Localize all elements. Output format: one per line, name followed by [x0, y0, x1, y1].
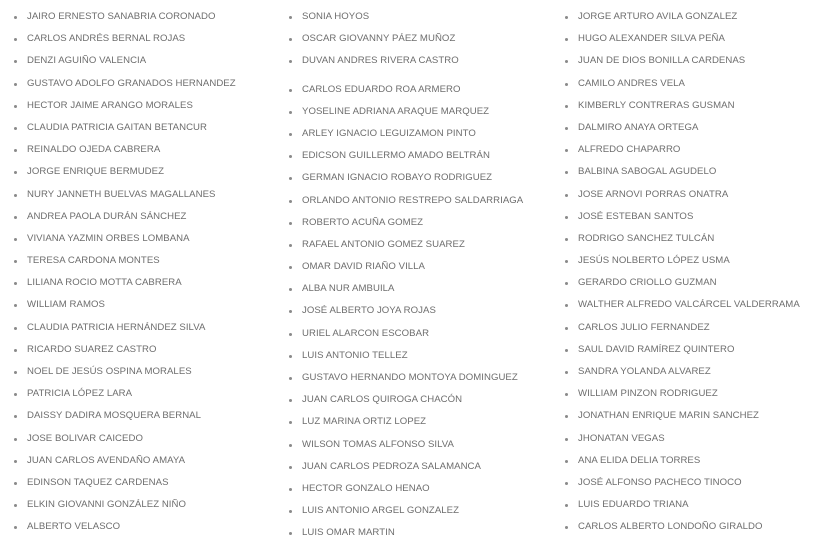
bullet-dot-icon: [289, 310, 292, 313]
name-column-3: [563, 6, 811, 539]
list-item: [287, 6, 549, 28]
bullet-dot-icon: [565, 415, 568, 418]
list-item: [12, 28, 274, 50]
name-label: ALBA NUR AMBUILA: [302, 283, 395, 295]
bullet-dot-icon: [565, 149, 568, 152]
bullet-dot-icon: [565, 304, 568, 307]
bullet-dot-icon: [289, 177, 292, 180]
name-label: ALBERTO VELASCO: [27, 521, 121, 533]
name-label: WALTHER ALFREDO VALCÁRCEL VALDERRAMA: [578, 299, 800, 311]
list-item: [287, 345, 549, 367]
bullet-dot-icon: [289, 155, 292, 158]
list-item: [287, 500, 549, 522]
name-label: CAMILO ANDRES VELA: [578, 77, 685, 89]
name-label: JORGE ENRIQUE BERMUDEZ: [27, 166, 165, 178]
bullet-dot-icon: [565, 526, 568, 529]
name-label: DAISSY DADIRA MOSQUERA BERNAL: [27, 410, 202, 422]
list-item: [12, 317, 274, 339]
list-item: [12, 472, 274, 494]
bullet-dot-icon: [14, 260, 17, 263]
list-item: [563, 339, 811, 361]
name-label: JUAN DE DIOS BONILLA CARDENAS: [578, 55, 746, 67]
list-item: [563, 117, 811, 139]
bullet-dot-icon: [565, 216, 568, 219]
name-label: HECTOR GONZALO HENAO: [302, 482, 430, 494]
bullet-dot-icon: [565, 105, 568, 108]
name-label: SONIA HOYOS: [302, 11, 370, 22]
list-item: [287, 28, 549, 50]
list-item: [563, 250, 811, 272]
name-label: OMAR DAVID RIAÑO VILLA: [302, 261, 426, 273]
list-item: [12, 228, 274, 250]
bullet-dot-icon: [14, 16, 17, 19]
list-item: [12, 361, 274, 383]
bullet-dot-icon: [565, 260, 568, 263]
list-item: [563, 28, 811, 50]
list-item: [563, 294, 811, 316]
bullet-dot-icon: [14, 393, 17, 396]
name-label: YOSELINE ADRIANA ARAQUE MARQUEZ: [302, 105, 490, 117]
bullet-dot-icon: [289, 466, 292, 469]
name-label: JUAN CARLOS AVENDAÑO AMAYA: [27, 454, 186, 466]
bullet-dot-icon: [565, 482, 568, 485]
name-label: ORLANDO ANTONIO RESTREPO SALDARRIAGA: [302, 194, 524, 206]
list-item: [287, 434, 549, 456]
list-item: [563, 206, 811, 228]
list-item: [12, 50, 274, 72]
name-label: EDICSON GUILLERMO AMADO BELTRÁN: [302, 150, 490, 162]
bullet-dot-icon: [565, 171, 568, 174]
list-item: [287, 167, 549, 189]
bullet-dot-icon: [565, 504, 568, 507]
list-item: [12, 339, 274, 361]
name-label: PATRICIA LÓPEZ LARA: [27, 388, 133, 400]
list-item: [563, 73, 811, 95]
name-label: JHONATAN VEGAS: [578, 432, 665, 444]
bullet-dot-icon: [289, 355, 292, 358]
list-item: [563, 516, 811, 538]
list-item: [12, 405, 274, 427]
name-label: ARLEY IGNACIO LEGUIZAMON PINTO: [302, 127, 476, 139]
bullet-dot-icon: [289, 133, 292, 136]
name-label: CARLOS EDUARDO ROA ARMERO: [302, 83, 461, 95]
bullet-dot-icon: [14, 282, 17, 285]
name-label: CLAUDIA PATRICIA GAITAN BETANCUR: [27, 121, 207, 133]
bullet-dot-icon: [565, 194, 568, 197]
name-label: DUVAN ANDRES RIVERA CASTRO: [302, 55, 459, 67]
name-label: CLAUDIA PATRICIA HERNÁNDEZ SILVA: [27, 321, 206, 333]
list-item: [563, 450, 811, 472]
bullet-dot-icon: [289, 222, 292, 225]
bullet-dot-icon: [289, 16, 292, 19]
name-label: JOSÉ ALFONSO PACHECO TINOCO: [578, 476, 742, 488]
bullet-dot-icon: [565, 127, 568, 130]
bullet-dot-icon: [565, 83, 568, 86]
name-label: URIEL ALARCON ESCOBAR: [302, 327, 430, 339]
bullet-dot-icon: [14, 194, 17, 197]
bullet-dot-icon: [289, 60, 292, 63]
list-item: [12, 95, 274, 117]
bullet-dot-icon: [14, 149, 17, 152]
list-item: [563, 361, 811, 383]
bullet-dot-icon: [14, 83, 17, 86]
list-item: [563, 383, 811, 405]
bullet-dot-icon: [14, 482, 17, 485]
name-label: SAUL DAVID RAMÍREZ QUINTERO: [578, 343, 735, 355]
bullet-dot-icon: [14, 105, 17, 108]
list-item: [287, 278, 549, 300]
list-item: [12, 6, 274, 28]
bullet-dot-icon: [14, 238, 17, 241]
name-label: WILSON TOMAS ALFONSO SILVA: [302, 438, 454, 450]
name-label: RODRIGO SANCHEZ TULCÁN: [578, 232, 715, 244]
name-label: BALBINA SABOGAL AGUDELO: [578, 166, 717, 178]
list-item: [12, 117, 274, 139]
name-label: ROBERTO ACUÑA GOMEZ: [302, 216, 424, 228]
bullet-dot-icon: [14, 171, 17, 174]
list-item: [12, 294, 274, 316]
bullet-dot-icon: [14, 216, 17, 219]
list-item: [287, 367, 549, 389]
list-item: [12, 428, 274, 450]
bullet-dot-icon: [14, 327, 17, 330]
name-label: GERMAN IGNACIO ROBAYO RODRIGUEZ: [302, 172, 493, 184]
name-label: NURY JANNETH BUELVAS MAGALLANES: [27, 188, 216, 200]
name-label: NOEL DE JESÚS OSPINA MORALES: [27, 366, 192, 377]
list-item: [287, 234, 549, 256]
bullet-dot-icon: [565, 282, 568, 285]
bullet-dot-icon: [14, 460, 17, 463]
name-label: EDINSON TAQUEZ CARDENAS: [27, 476, 169, 488]
list-item: [12, 161, 274, 183]
name-label: GERARDO CRIOLLO GUZMAN: [578, 277, 717, 289]
list-item: [12, 516, 274, 538]
name-label: DENZI AGUIÑO VALENCIA: [27, 55, 147, 67]
list-item: [563, 228, 811, 250]
list-item: [12, 184, 274, 206]
name-label: RAFAEL ANTONIO GOMEZ SUAREZ: [302, 238, 465, 250]
bullet-dot-icon: [565, 327, 568, 330]
list-item: [287, 300, 549, 322]
bullet-dot-icon: [289, 38, 292, 41]
name-label: CARLOS ALBERTO LONDOÑO GIRALDO: [578, 521, 763, 533]
list-item: [287, 456, 549, 478]
list-item: [563, 272, 811, 294]
list-item: [287, 190, 549, 212]
name-label: TERESA CARDONA MONTES: [27, 255, 160, 267]
name-label: JOSE BOLIVAR CAICEDO: [27, 432, 143, 444]
name-label: JORGE ARTURO AVILA GONZALEZ: [578, 11, 738, 22]
list-item: [287, 411, 549, 433]
bullet-dot-icon: [289, 111, 292, 114]
bullet-dot-icon: [289, 288, 292, 291]
name-label: KIMBERLY CONTRERAS GUSMAN: [578, 99, 735, 111]
name-column-1: [12, 6, 274, 539]
name-column-2: [287, 6, 549, 545]
name-label: RICARDO SUAREZ CASTRO: [27, 343, 157, 355]
list-item: [563, 472, 811, 494]
list-item: [287, 212, 549, 234]
bullet-dot-icon: [289, 532, 292, 535]
name-label: VIVIANA YAZMIN ORBES LOMBANA: [27, 232, 190, 244]
list-item: [563, 139, 811, 161]
list-item: [563, 317, 811, 339]
name-label: WILLIAM RAMOS: [27, 299, 105, 311]
bullet-dot-icon: [565, 60, 568, 63]
bullet-dot-icon: [14, 415, 17, 418]
name-label: JAIRO ERNESTO SANABRIA CORONADO: [27, 11, 216, 22]
name-label: ANDREA PAOLA DURÁN SÁNCHEZ: [27, 210, 187, 222]
name-label: JESÚS NOLBERTO LÓPEZ USMA: [578, 255, 730, 267]
bullet-dot-icon: [14, 349, 17, 352]
name-label: CARLOS ANDRÉS BERNAL ROJAS: [27, 33, 186, 45]
name-label: JOSÉ ESTEBAN SANTOS: [578, 210, 694, 222]
bullet-dot-icon: [289, 200, 292, 203]
name-label: WILLIAM PINZON RODRIGUEZ: [578, 388, 718, 400]
bullet-dot-icon: [565, 349, 568, 352]
bullet-dot-icon: [289, 399, 292, 402]
bullet-dot-icon: [14, 438, 17, 441]
bullet-dot-icon: [565, 438, 568, 441]
name-label: DALMIRO ANAYA ORTEGA: [578, 121, 699, 133]
bullet-dot-icon: [289, 488, 292, 491]
bullet-dot-icon: [14, 38, 17, 41]
list-item: [287, 389, 549, 411]
name-label: OSCAR GIOVANNY PÁEZ MUÑOZ: [302, 33, 456, 45]
list-item: [287, 145, 549, 167]
name-label: LILIANA ROCIO MOTTA CABRERA: [27, 277, 182, 289]
bullet-dot-icon: [289, 421, 292, 424]
bullet-dot-icon: [14, 304, 17, 307]
bullet-dot-icon: [14, 504, 17, 507]
name-label: HUGO ALEXANDER SILVA PEÑA: [578, 33, 725, 45]
list-item: [287, 79, 549, 101]
name-label: JUAN CARLOS QUIROGA CHACÓN: [302, 394, 463, 406]
bullet-dot-icon: [14, 526, 17, 529]
bullet-dot-icon: [289, 444, 292, 447]
list-item: [287, 50, 549, 72]
bullet-dot-icon: [289, 244, 292, 247]
list-item: [12, 383, 274, 405]
name-label: LUIS ANTONIO TELLEZ: [302, 349, 408, 361]
bullet-dot-icon: [565, 460, 568, 463]
name-label: SANDRA YOLANDA ALVAREZ: [578, 366, 711, 377]
name-label: LUIS ANTONIO ARGEL GONZALEZ: [302, 505, 460, 517]
name-label: ELKIN GIOVANNI GONZÁLEZ NIÑO: [27, 499, 187, 511]
list-item: [287, 256, 549, 278]
list-item: [12, 272, 274, 294]
bullet-dot-icon: [14, 371, 17, 374]
bullet-dot-icon: [289, 89, 292, 92]
name-label: CARLOS JULIO FERNANDEZ: [578, 321, 710, 333]
list-item: [12, 139, 274, 161]
name-label: LUZ MARINA ORTIZ LOPEZ: [302, 416, 427, 428]
list-item: [563, 184, 811, 206]
list-item: [563, 405, 811, 427]
list-item: [563, 95, 811, 117]
list-item: [12, 450, 274, 472]
bullet-dot-icon: [289, 377, 292, 380]
bullet-dot-icon: [565, 16, 568, 19]
bullet-dot-icon: [14, 60, 17, 63]
name-label: HECTOR JAIME ARANGO MORALES: [27, 99, 193, 111]
list-item: [563, 50, 811, 72]
bullet-dot-icon: [565, 238, 568, 241]
list-item: [12, 206, 274, 228]
list-item: [287, 522, 549, 544]
list-item: [563, 161, 811, 183]
list-item: [287, 478, 549, 500]
bullet-dot-icon: [289, 510, 292, 513]
list-item: [12, 73, 274, 95]
bullet-dot-icon: [14, 127, 17, 130]
list-item: [12, 250, 274, 272]
list-item: [287, 323, 549, 345]
list-item: [12, 494, 274, 516]
list-item: [563, 6, 811, 28]
name-label: JUAN CARLOS PEDROZA SALAMANCA: [302, 460, 481, 472]
name-label: LUIS OMAR MARTIN: [302, 527, 395, 539]
bullet-dot-icon: [289, 266, 292, 269]
name-label: GUSTAVO HERNANDO MONTOYA DOMINGUEZ: [302, 372, 518, 383]
name-label: GUSTAVO ADOLFO GRANADOS HERNANDEZ: [27, 77, 236, 89]
bullet-dot-icon: [289, 333, 292, 336]
name-label: ANA ELIDA DELIA TORRES: [578, 454, 701, 466]
list-item: [563, 428, 811, 450]
list-item: [287, 123, 549, 145]
name-label: REINALDO OJEDA CABRERA: [27, 144, 161, 156]
list-item: [563, 494, 811, 516]
bullet-dot-icon: [565, 371, 568, 374]
name-label: JONATHAN ENRIQUE MARIN SANCHEZ: [578, 410, 759, 422]
name-label: ALFREDO CHAPARRO: [578, 144, 681, 156]
name-label: JOSE ARNOVI PORRAS ONATRA: [578, 188, 729, 200]
bullet-dot-icon: [565, 38, 568, 41]
list-item: [287, 101, 549, 123]
name-label: LUIS EDUARDO TRIANA: [578, 499, 689, 511]
bullet-dot-icon: [565, 393, 568, 396]
name-label: JOSÉ ALBERTO JOYA ROJAS: [302, 305, 436, 317]
